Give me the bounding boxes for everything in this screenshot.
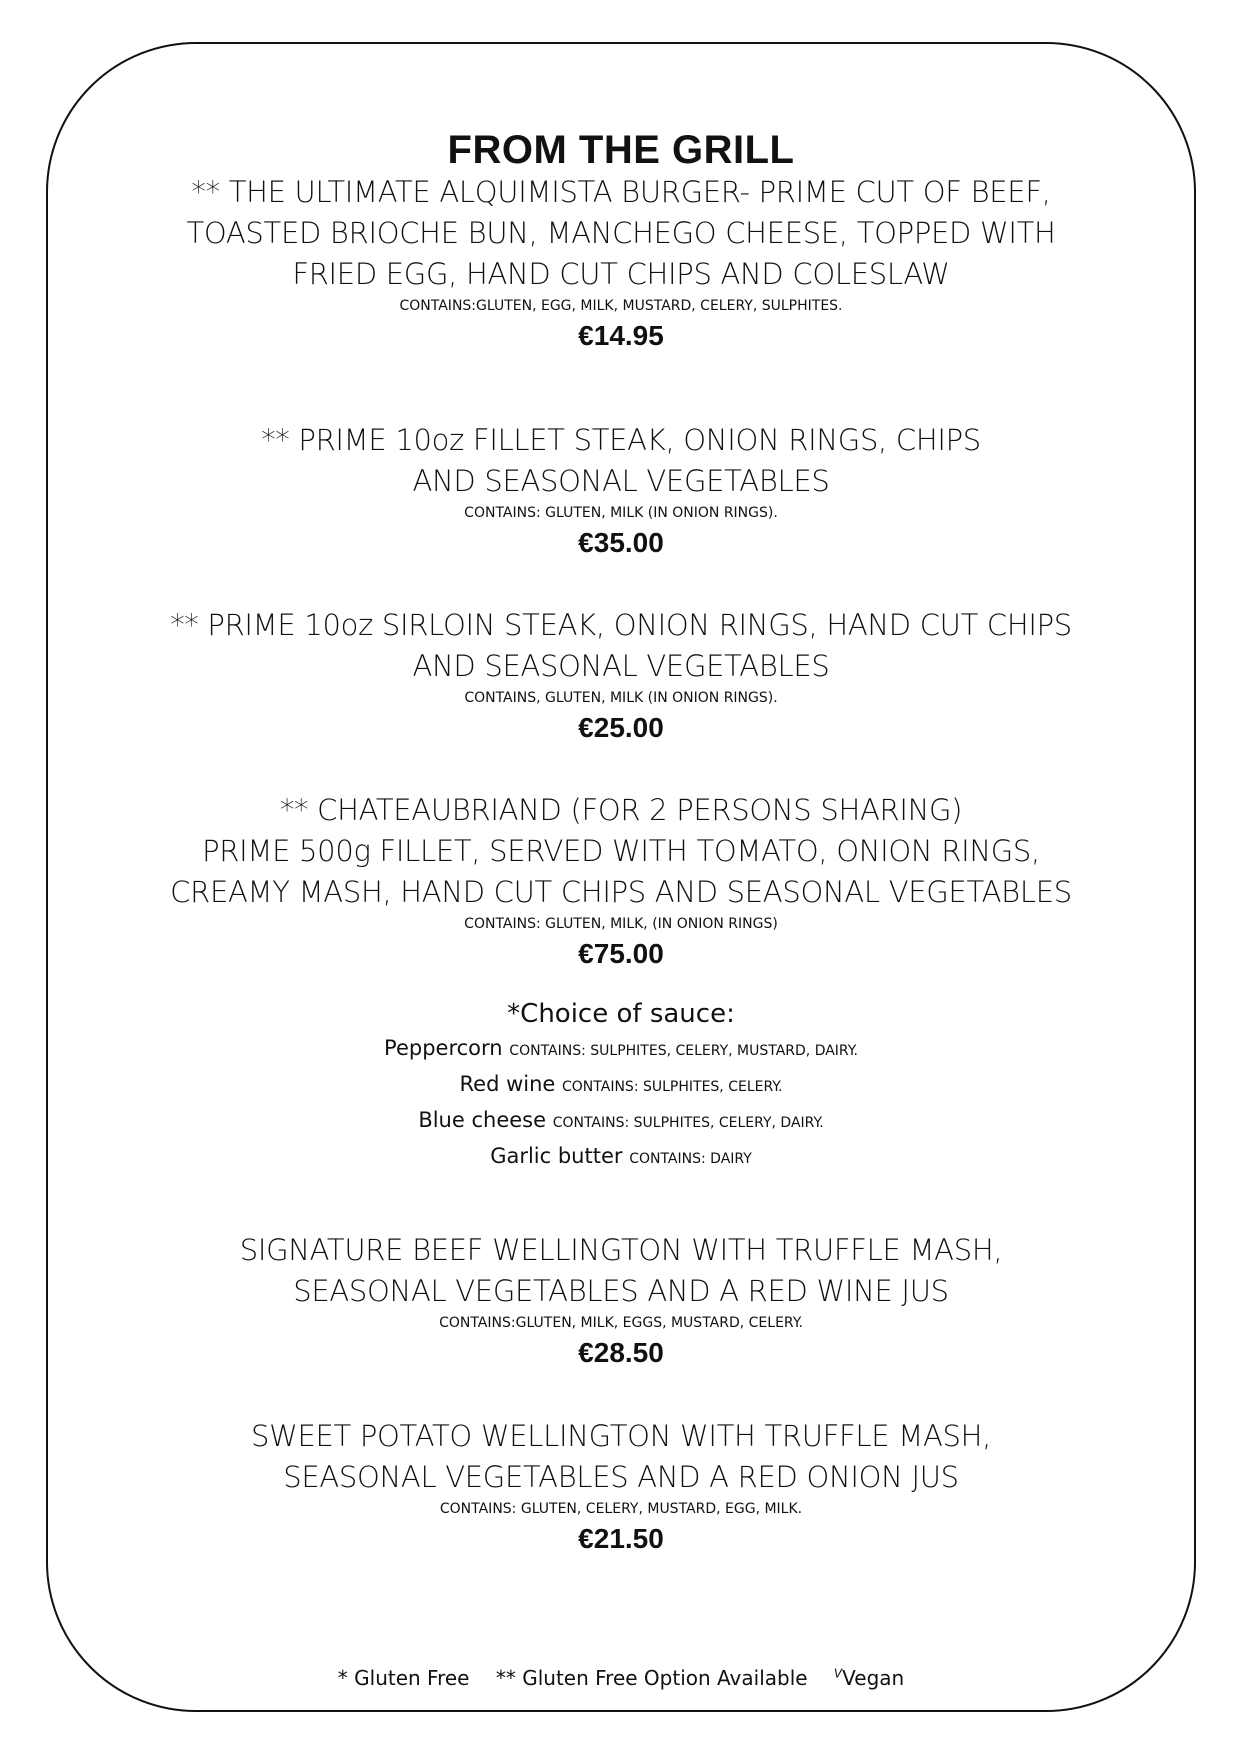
item-line: CREAMY MASH, HAND CUT CHIPS AND SEASONAL VEGETABLES [170,875,1072,909]
dietary-legend [46,1666,1196,1690]
item-price: €28.50 [578,1337,664,1368]
menu-title: FROM THE GRILL [447,128,795,172]
menu-item-beef-wellington [46,1230,1196,1373]
menu-item-fillet-steak [46,420,1196,563]
item-price: €14.95 [578,320,664,351]
sauce-name: Blue cheese [418,1108,547,1132]
item-line: SEASONAL VEGETABLES AND A RED WINE JUS [293,1274,949,1308]
menu-item-sirloin-steak [46,605,1196,748]
sauce-choices [46,996,1196,1176]
sauce-name: Garlic butter [490,1144,623,1168]
menu-item-chateaubriand [46,790,1196,974]
item-line: SIGNATURE BEEF WELLINGTON WITH TRUFFLE MASH, [239,1233,1003,1267]
gluten-free-key: * Gluten Free [337,1666,470,1690]
item-line: AND SEASONAL VEGETABLES [412,464,830,498]
sauce-option [46,1032,1196,1068]
allergen-info: CONTAINS: GLUTEN, MILK (IN ONION RINGS). [464,505,778,521]
sauce-allergens: CONTAINS: SULPHITES, CELERY, DAIRY. [552,1115,824,1131]
item-line: TOASTED BRIOCHE BUN, MANCHEGO CHEESE, TOPPED WITH [186,216,1056,250]
item-price: €75.00 [578,938,664,969]
menu-item-sweet-potato-wellington [46,1416,1196,1559]
allergen-info: CONTAINS: GLUTEN, MILK, (IN ONION RINGS) [464,916,778,932]
item-line: ** PRIME 10oz SIRLOIN STEAK, ONION RINGS, HAND CUT CHIPS [170,608,1072,642]
sauce-name: Peppercorn [384,1036,503,1060]
gluten-free-option-key: ** Gluten Free Option Available [495,1666,808,1690]
sauce-name: Red wine [459,1072,556,1096]
item-line: PRIME 500g FILLET, SERVED WITH TOMATO, ONION RINGS, [202,834,1040,868]
sauce-heading: *Choice of sauce: [507,999,735,1029]
item-line: SWEET POTATO WELLINGTON WITH TRUFFLE MASH, [250,1419,992,1453]
sauce-allergens: CONTAINS: DAIRY [629,1151,752,1167]
vegan-mark: V [833,1666,843,1681]
item-line: ** CHATEAUBRIAND (FOR 2 PERSONS SHARING) [279,793,963,827]
vegan-label: Vegan [842,1666,905,1690]
item-line: SEASONAL VEGETABLES AND A RED ONION JUS [283,1460,959,1494]
sauce-option [46,1068,1196,1104]
item-price: €21.50 [578,1523,664,1554]
sauce-allergens: CONTAINS: SULPHITES, CELERY. [562,1079,783,1095]
item-price: €25.00 [578,712,664,743]
item-price: €35.00 [578,527,664,558]
allergen-info: CONTAINS:GLUTEN, MILK, EGGS, MUSTARD, CELERY. [439,1315,803,1331]
item-line: AND SEASONAL VEGETABLES [412,649,830,683]
sauce-option [46,1140,1196,1176]
allergen-info: CONTAINS:GLUTEN, EGG, MILK, MUSTARD, CELERY, SULPHITES. [399,298,843,314]
item-line: FRIED EGG, HAND CUT CHIPS AND COLESLAW [292,257,950,291]
item-line: ** PRIME 10oz FILLET STEAK, ONION RINGS, CHIPS [261,423,981,457]
allergen-info: CONTAINS, GLUTEN, MILK (IN ONION RINGS). [464,690,778,706]
item-line: ** THE ULTIMATE ALQUIMISTA BURGER- PRIME CUT OF BEEF, [191,175,1051,209]
vegan-key [834,1666,904,1690]
menu-item-burger [46,172,1196,356]
sauce-allergens: CONTAINS: SULPHITES, CELERY, MUSTARD, DAIRY. [509,1043,858,1059]
sauce-option [46,1104,1196,1140]
allergen-info: CONTAINS: GLUTEN, CELERY, MUSTARD, EGG, MILK. [439,1501,803,1517]
